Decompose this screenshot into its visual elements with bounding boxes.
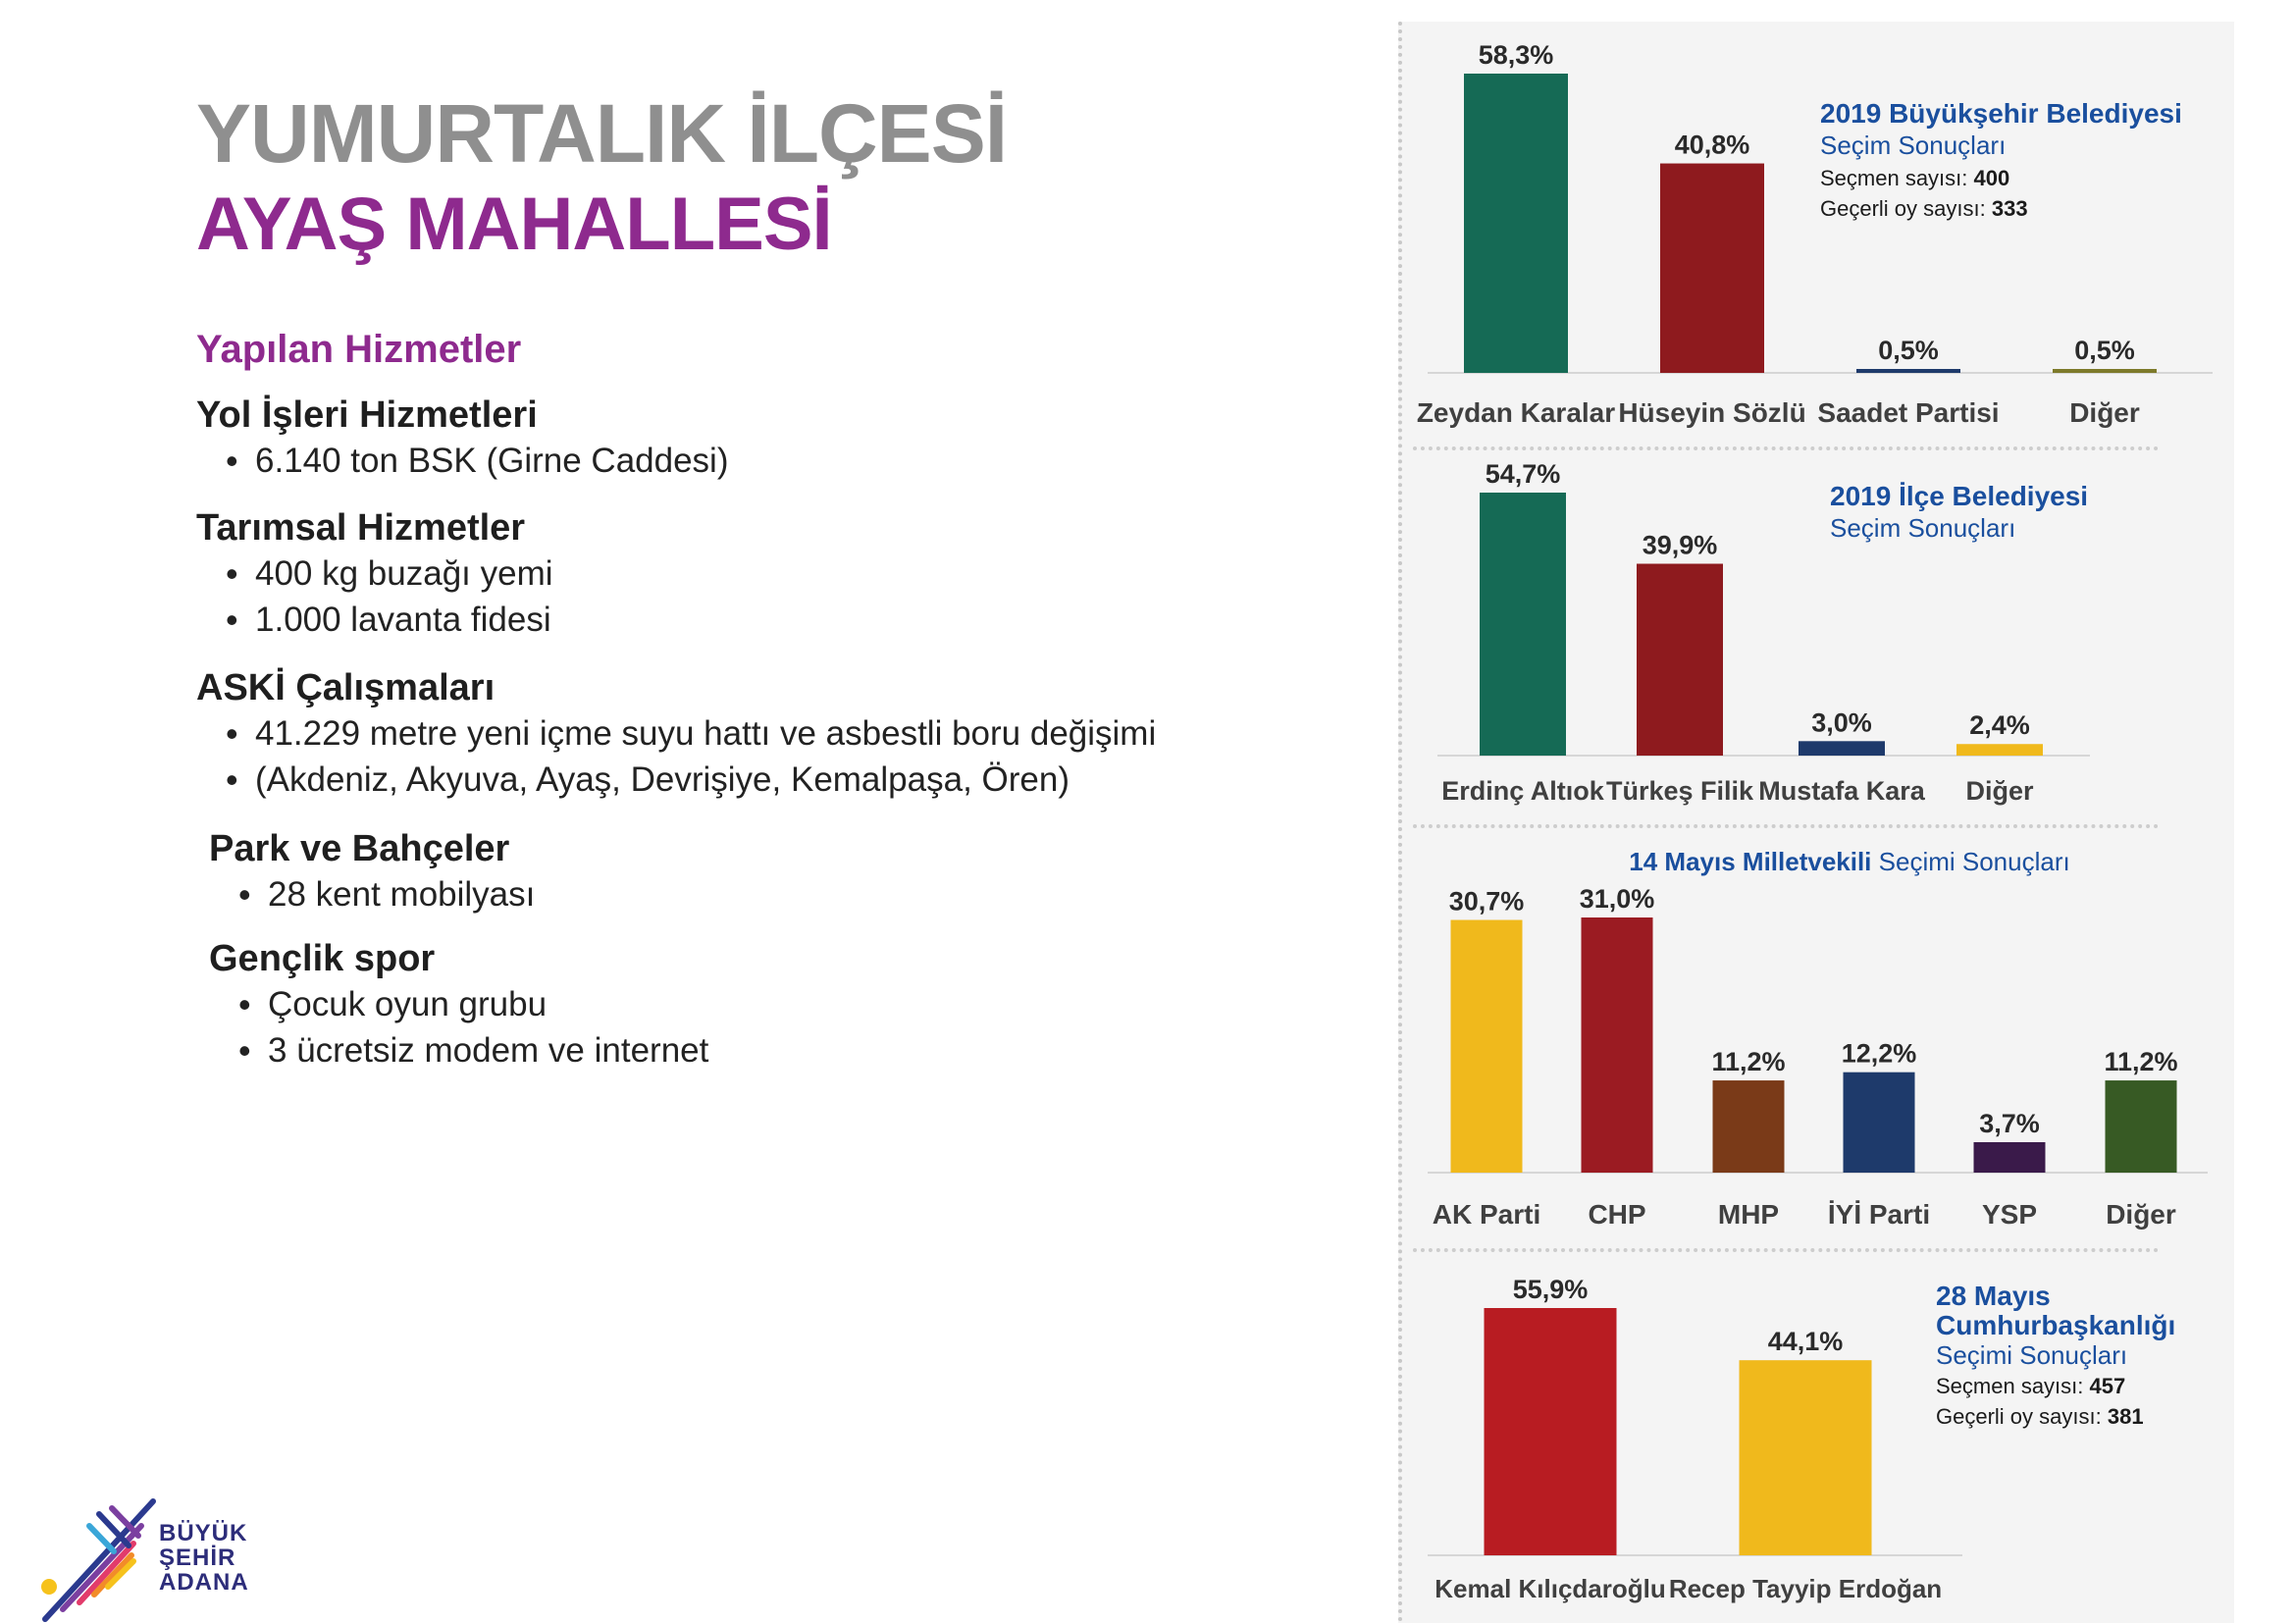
bar-value-label: 0,5% <box>1878 336 1939 365</box>
chart-subtitle: Seçim Sonuçları <box>1820 131 2007 160</box>
service-item: • 41.229 metre yeni içme suyu hattı ve asbestli boru değişimi <box>226 710 1177 757</box>
chart-info <box>1820 196 2028 221</box>
category-label: YSP <box>1981 1199 2038 1230</box>
info-label: Seçmen sayısı: <box>1936 1374 2090 1398</box>
chart-subtitle: Seçimi Sonuçları <box>1936 1340 2128 1370</box>
bar-value-label: 40,8% <box>1674 130 1750 160</box>
bar <box>1799 741 1885 756</box>
bar-value-label: 2,4% <box>1969 710 2030 741</box>
category-label: İYİ Parti <box>1827 1199 1931 1230</box>
service-item: • 6.140 ton BSK (Girne Caddesi) <box>226 438 1177 484</box>
category-label: Recep Tayyip Erdoğan <box>1668 1574 1943 1603</box>
service-title: Gençlik spor <box>209 938 436 979</box>
bar <box>1844 1073 1915 1173</box>
bar-value-label: 3,0% <box>1811 707 1872 738</box>
bar <box>1451 920 1523 1173</box>
info-value: 457 <box>2089 1374 2126 1398</box>
service-title: Tarımsal Hizmetler <box>196 507 526 549</box>
bar-value-label: 11,2% <box>2104 1047 2178 1077</box>
category-label: Zeydan Karalar <box>1416 397 1616 428</box>
info-label: Geçerli oy sayısı: <box>1820 196 1992 221</box>
info-value: 333 <box>1991 196 2028 221</box>
bar-value-label: 31,0% <box>1579 884 1655 914</box>
bar-value-label: 11,2% <box>1711 1047 1786 1077</box>
bar <box>1582 917 1653 1173</box>
service-parks <box>209 826 1190 917</box>
bar-value-label: 12,2% <box>1841 1038 1917 1069</box>
bar <box>1956 744 2043 756</box>
chart-info <box>1936 1374 2125 1398</box>
chart-title: Cumhurbaşkanlığı <box>1936 1310 2176 1340</box>
bar-value-label: 0,5% <box>2074 336 2135 365</box>
service-youth-sports <box>209 936 1190 1074</box>
service-agriculture <box>196 505 1177 643</box>
bar <box>1637 564 1723 756</box>
district-title: YUMURTALIK İLÇESİ <box>196 87 1008 180</box>
chart-title: 28 Mayıs <box>1936 1281 2051 1311</box>
bar-value-label: 30,7% <box>1448 886 1525 917</box>
neighborhood-title: AYAŞ MAHALLESİ <box>196 183 832 266</box>
category-label: MHP <box>1717 1199 1780 1230</box>
bar-value-label: 3,7% <box>1979 1108 2040 1138</box>
bar-value-label: 55,9% <box>1512 1275 1589 1304</box>
logo-line: ŞEHİR <box>159 1545 236 1571</box>
category-label: Türkeş Filik <box>1605 776 1754 806</box>
category-label: Saadet Partisi <box>1817 397 2000 428</box>
bar <box>1485 1308 1617 1555</box>
bar <box>1480 493 1566 756</box>
bar <box>1464 74 1568 373</box>
bar-value-label: 58,3% <box>1478 40 1554 70</box>
bar <box>1974 1142 2046 1173</box>
service-title: ASKİ Çalışmaları <box>196 667 496 708</box>
chart-title-bold: 14 Mayıs Milletvekili <box>1629 847 1879 876</box>
service-item: • 28 kent mobilyası <box>238 871 1190 917</box>
service-road-works <box>196 393 1177 484</box>
section-divider <box>1413 1248 2159 1252</box>
chart-28-may-presidential <box>1413 1261 2227 1614</box>
chart-title: 2019 İlçe Belediyesi <box>1830 481 2089 511</box>
bar-value-label: 44,1% <box>1767 1327 1844 1357</box>
chart-title <box>1629 847 2069 876</box>
chart-2019-district <box>1413 461 2227 814</box>
logo-line: ADANA <box>159 1569 249 1596</box>
bar-value-label: 54,7% <box>1485 459 1561 489</box>
service-item: • 3 ücretsiz modem ve internet <box>238 1027 1190 1074</box>
logo-text <box>159 1521 249 1595</box>
bar <box>2106 1080 2177 1173</box>
chart-14-may-parliament <box>1413 834 2227 1236</box>
bar <box>1856 369 1960 373</box>
chart-info <box>1936 1404 2144 1429</box>
chart-2019-metropolitan <box>1413 29 2227 451</box>
logo-line: BÜYÜK <box>159 1520 248 1546</box>
service-item-continued: • (Akdeniz, Akyuva, Ayaş, Devrişiye, Kemalpaşa, Ören) <box>226 757 1177 803</box>
info-label: Seçmen sayısı: <box>1820 166 1974 190</box>
info-value: 381 <box>2107 1404 2144 1429</box>
category-label: AK Parti <box>1432 1199 1541 1230</box>
category-label: Diğer <box>2106 1199 2176 1230</box>
bar-value-label: 39,9% <box>1642 530 1718 560</box>
bar <box>1740 1360 1872 1555</box>
category-label: Erdinç Altıok <box>1441 776 1604 806</box>
bar <box>1713 1080 1785 1173</box>
service-item: • Çocuk oyun grubu <box>238 981 1190 1027</box>
category-label: Diğer <box>2069 397 2140 428</box>
chart-info <box>1820 166 2009 190</box>
service-title: Yol İşleri Hizmetleri <box>196 394 538 436</box>
category-label: Kemal Kılıçdaroğlu <box>1434 1574 1666 1603</box>
category-label: Mustafa Kara <box>1758 776 1925 806</box>
service-title: Park ve Bahçeler <box>209 828 510 869</box>
chart-subtitle: Seçim Sonuçları <box>1830 513 2016 543</box>
service-item: • 1.000 lavanta fidesi <box>226 597 1177 643</box>
service-item: • 400 kg buzağı yemi <box>226 550 1177 597</box>
chart-title: 2019 Büyükşehir Belediyesi <box>1820 98 2182 129</box>
service-aski <box>196 665 1177 803</box>
services-heading: Yapılan Hizmetler <box>196 328 522 371</box>
category-label: Hüseyin Sözlü <box>1618 397 1806 428</box>
section-divider <box>1413 824 2159 828</box>
info-label: Geçerli oy sayısı: <box>1936 1404 2108 1429</box>
category-label: Diğer <box>1965 776 2034 806</box>
category-label: CHP <box>1588 1199 1646 1230</box>
info-value: 400 <box>1973 166 2010 190</box>
bar <box>2053 369 2157 373</box>
chart-title-sub: Seçimi Sonuçları <box>1878 847 2070 876</box>
bar <box>1660 164 1764 373</box>
